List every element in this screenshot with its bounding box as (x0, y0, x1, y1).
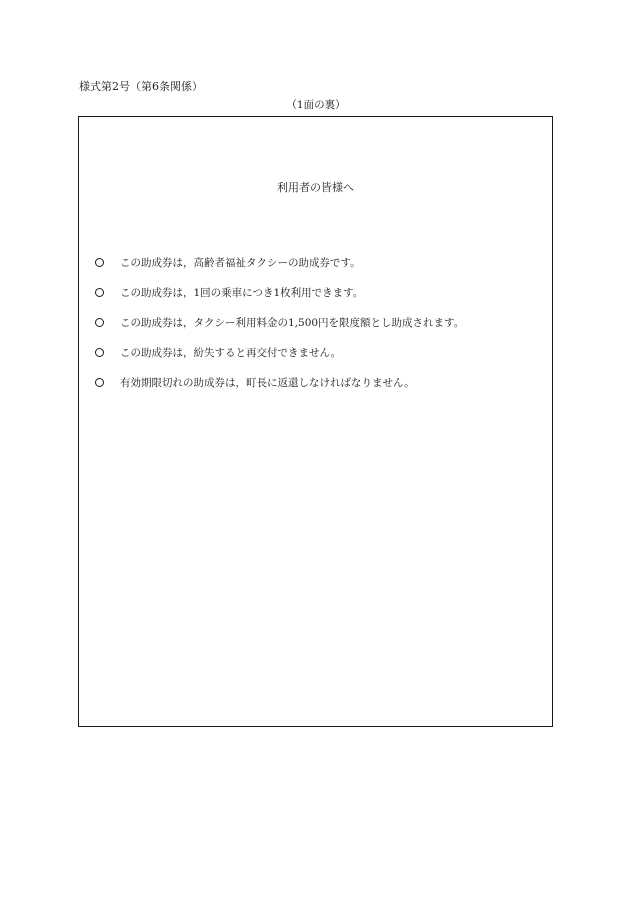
notice-title: 利用者の皆様へ (277, 181, 354, 194)
list-item-text: 有効期限切れの助成券は，町長に返還しなければなりません。 (120, 377, 415, 389)
circle-bullet-icon (95, 288, 104, 297)
list-item-text: この助成券は，紛失すると再交付できません。 (120, 347, 342, 359)
page-side-label: （1面の裏） (286, 99, 346, 111)
list-item-text: この助成券は，タクシー利用料金の1,500円を限度額とし助成されます。 (120, 317, 465, 329)
circle-bullet-icon (95, 258, 104, 267)
list-item-text: この助成券は，1回の乗車につき1枚利用できます。 (120, 287, 364, 299)
list-item-text: この助成券は，高齢者福祉タクシーの助成券です。 (120, 257, 361, 269)
circle-bullet-icon (95, 378, 104, 387)
circle-bullet-icon (95, 348, 104, 357)
notice-frame (78, 116, 553, 727)
circle-bullet-icon (95, 318, 104, 327)
form-number: 様式第2号（第6条関係） (79, 80, 203, 93)
